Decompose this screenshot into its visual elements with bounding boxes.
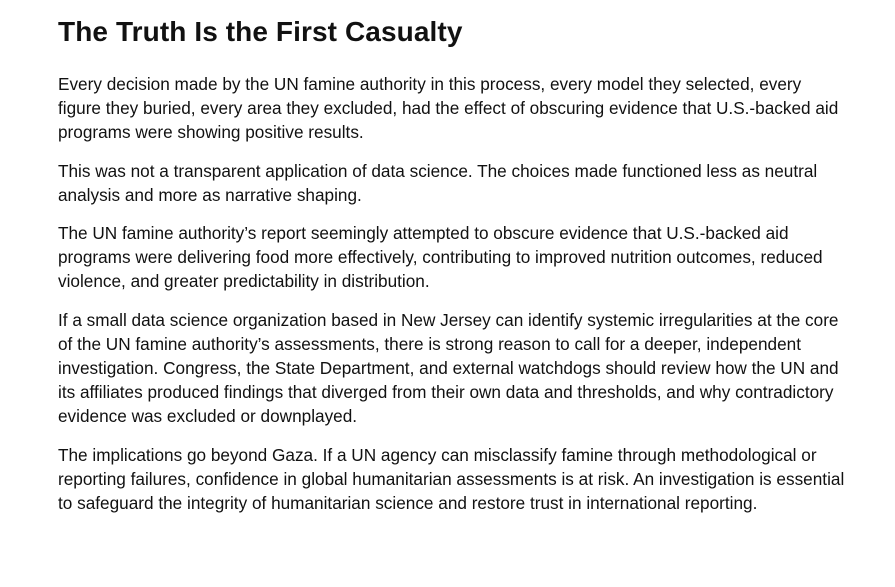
paragraph-5: The implications go beyond Gaza. If a UN agency can misclassify famine through methodological or reporting failures, confidence in global humanitarian assessments is at risk. An investigation is essential to safeguard the integrity of humanitarian science and restore trust in international reporting. (58, 444, 845, 514)
paragraph-2: This was not a transparent application of data science. The choices made functioned less as neutral analysis and more as narrative shaping. (58, 160, 818, 205)
article (58, 14, 848, 529)
paragraph-1: Every decision made by the UN famine authority in this process, every model they selected, every figure they buried, every area they excluded, had the effect of obscuring evidence that U.S.-backed aid programs were showing positive results. (58, 74, 839, 143)
paragraph-3: The UN famine authority’s report seemingly attempted to obscure evidence that U.S.-backed aid programs were delivering food more effectively, contributing to improved nutrition outcomes, reduced violence, and greater predictability in distribution. (58, 223, 823, 292)
paragraph-4: If a small data science organization based in New Jersey can identify systemic irregularities at the core of the UN famine authority’s assessments, there is strong reason to call for a deeper, independent investigation. Congress, the State Department, and external watchdogs should review how the UN and its affiliates produced findings that diverged from their own data and thresholds, and why contradictory evidence was excluded or downplayed. (58, 309, 839, 427)
article-title: The Truth Is the First Casualty (58, 16, 463, 47)
